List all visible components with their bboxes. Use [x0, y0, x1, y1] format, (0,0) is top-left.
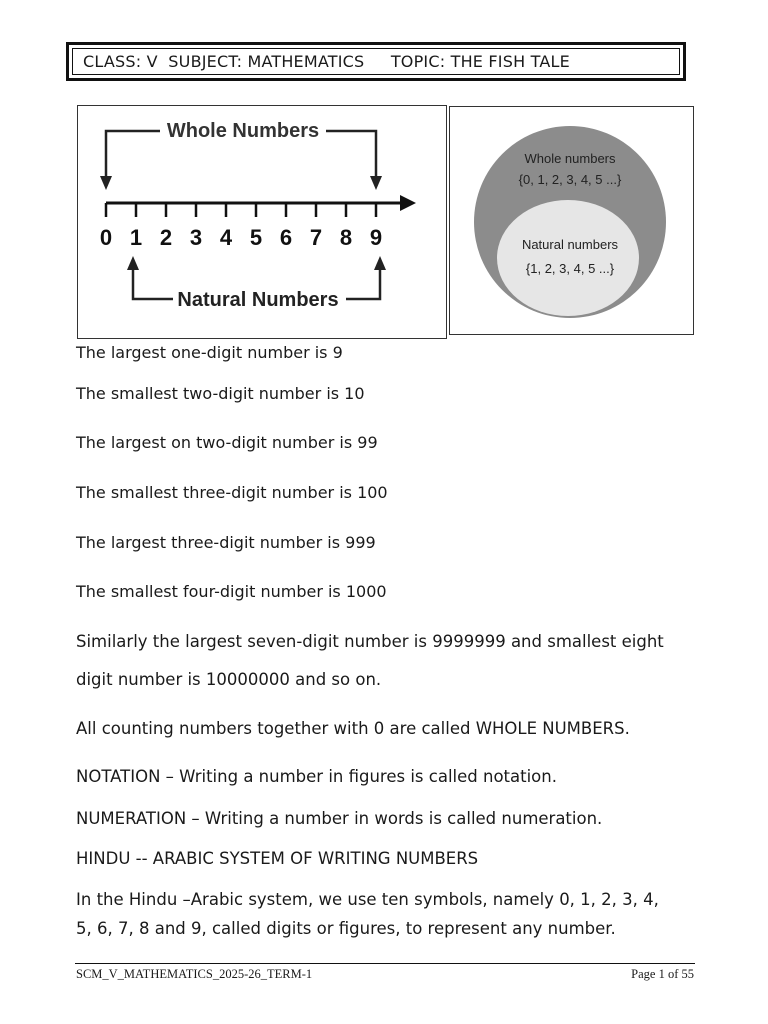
- arrow-head-left-down: [100, 176, 112, 190]
- text-line-9: All counting numbers together with 0 are called WHOLE NUMBERS.: [76, 719, 630, 738]
- text-line-6: The smallest four-digit number is 1000: [76, 582, 387, 601]
- tick-label-0: 0: [99, 225, 113, 250]
- tick-labels: [100, 225, 382, 250]
- whole-numbers-label: Whole Numbers: [166, 120, 320, 142]
- venn-inner-title: Natural numbers: [521, 237, 619, 252]
- natural-numbers-circle: [497, 200, 639, 316]
- tick-label-5: 5: [249, 225, 263, 250]
- text-line-4: The smallest three-digit number is 100: [76, 483, 388, 502]
- tick-marks: [106, 203, 376, 217]
- footer-page-number: Page 1 of 55: [631, 967, 694, 981]
- venn-outer-title: Whole numbers: [524, 151, 616, 166]
- hindu-arabic-heading: HINDU -- ARABIC SYSTEM OF WRITING NUMBERS: [76, 849, 479, 868]
- number-line-figure: [77, 105, 447, 339]
- text-line-14: 5, 6, 7, 8 and 9, called digits or figures, to represent any number.: [76, 919, 616, 938]
- natural-numbers-label: Natural Numbers: [177, 289, 339, 311]
- whole-numbers-bracket-right: [326, 131, 376, 182]
- venn-svg: [450, 107, 693, 334]
- arrow-head-right-up: [374, 256, 386, 270]
- venn-outer-set: {0, 1, 2, 3, 4, 5 ...}: [518, 172, 622, 187]
- tick-label-6: 6: [279, 225, 293, 250]
- number-line-arrow: [400, 195, 416, 211]
- text-line-5: The largest three-digit number is 999: [76, 533, 376, 552]
- tick-label-3: 3: [189, 225, 203, 250]
- tick-label-8: 8: [339, 225, 353, 250]
- text-line-13: In the Hindu –Arabic system, we use ten symbols, namely 0, 1, 2, 3, 4,: [76, 890, 659, 909]
- tick-label-9: 9: [369, 225, 383, 250]
- text-line-1: The largest one-digit number is 9: [76, 343, 343, 362]
- numeration-definition: NUMERATION – Writing a number in words is called numeration.: [76, 809, 603, 828]
- notation-definition: NOTATION – Writing a number in figures is called notation.: [76, 767, 557, 786]
- whole-numbers-bracket: [106, 131, 160, 182]
- arrow-head-left-up: [127, 256, 139, 270]
- text-line-8: digit number is 10000000 and so on.: [76, 670, 382, 689]
- tick-label-2: 2: [159, 225, 173, 250]
- tick-label-4: 4: [219, 225, 233, 250]
- footer-rule: [75, 963, 695, 964]
- venn-figure: [449, 106, 694, 335]
- text-line-2: The smallest two-digit number is 10: [76, 384, 365, 403]
- header-title: CLASS: V SUBJECT: MATHEMATICS TOPIC: THE FISH TALE: [72, 48, 680, 75]
- text-line-7: Similarly the largest seven-digit number is 9999999 and smallest eight: [76, 632, 664, 651]
- tick-label-7: 7: [309, 225, 323, 250]
- venn-inner-set: {1, 2, 3, 4, 5 ...}: [525, 261, 615, 276]
- tick-label-1: 1: [129, 225, 143, 250]
- footer-doc-id: SCM_V_MATHEMATICS_2025-26_TERM-1: [76, 967, 313, 981]
- text-line-3: The largest on two-digit number is 99: [76, 433, 378, 452]
- header-box: [66, 42, 686, 81]
- natural-numbers-bracket-right: [346, 266, 380, 299]
- natural-numbers-bracket-left: [133, 266, 173, 299]
- number-line-svg: [78, 106, 446, 338]
- arrow-head-right-down: [370, 176, 382, 190]
